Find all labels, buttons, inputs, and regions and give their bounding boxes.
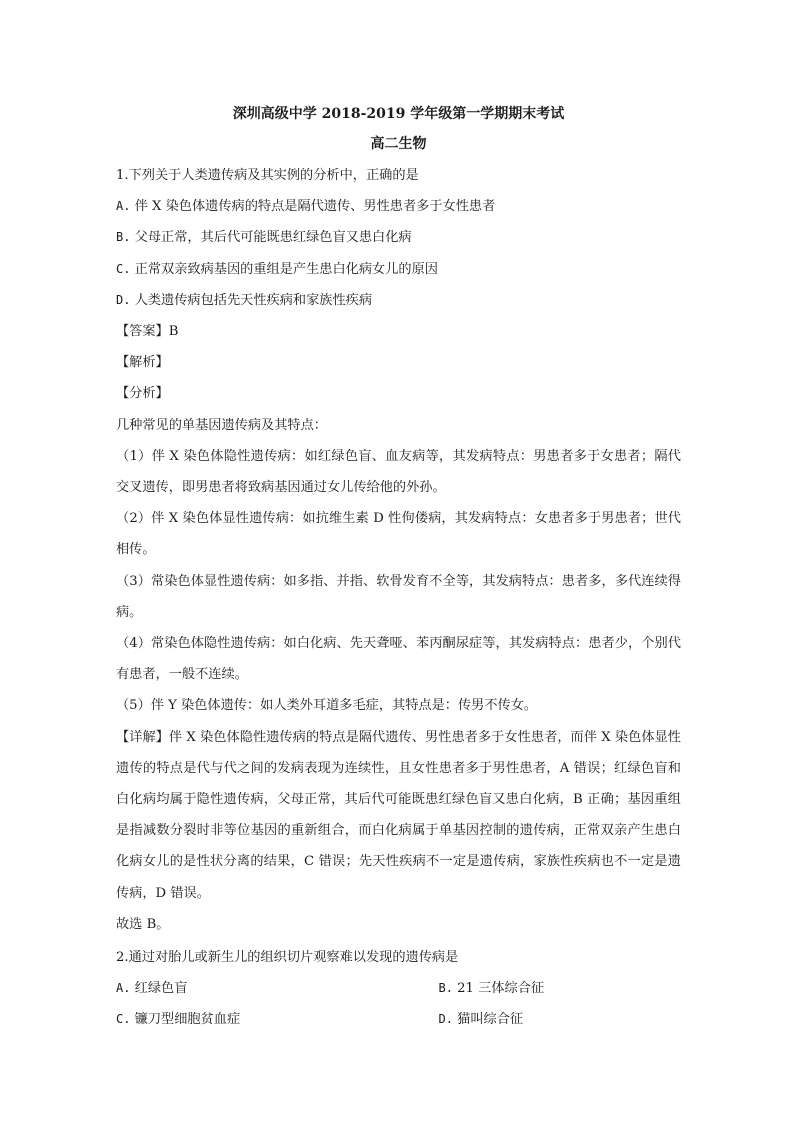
question-1-option-d xyxy=(116,285,681,316)
exam-title: 深圳高级中学 2018-2019 学年级第一学期期末考试 xyxy=(232,106,565,122)
option-text: 人类遗传病包括先天性疾病和家族性疾病 xyxy=(134,292,373,308)
analysis-intro: 几种常见的单基因遗传病及其特点： xyxy=(116,417,327,433)
question-2-options xyxy=(116,973,681,1035)
option-label: B. xyxy=(116,230,131,245)
analysis-point-5: （5）伴 Y 染色体遗传：如人类外耳道多毛症，其特点是：传男不传女。 xyxy=(116,698,538,714)
question-1-stem: 1.下列关于人类遗传病及其实例的分析中，正确的是 xyxy=(116,168,419,183)
option-text: 父母正常，其后代可能既患红绿色盲又患白化病 xyxy=(134,230,412,246)
question-2-option-d xyxy=(399,1004,682,1035)
question-2-option-a xyxy=(116,973,399,1004)
question-1-option-b xyxy=(116,222,681,253)
option-label: D. xyxy=(116,292,131,307)
detailed-explanation: 【详解】伴 X 染色体隐性遗传病的特点是隔代遗传、男性患者多于女性患者，而伴 X 染色体显性遗传的特点是代与代之间的发病表现为连续性，且女性患者多于男性患者，A 错误；红绿色盲和白化病均属于隐性遗传病，父母正常，其后代可能既患红绿色盲又患白化病，B 正确；基因重组是指减数分裂时非等位基因的重新组合，而白化病属于单基因控制的遗传病，正常双亲产生患白化病女儿的是性状分离的结果，C 错误；先天性疾病不一定是遗传病，家族性疾病也不一定是遗传病，D 错误。 xyxy=(116,729,681,901)
option-label: C. xyxy=(116,1012,131,1027)
option-label: C. xyxy=(116,261,131,276)
option-text: 21 三体综合征 xyxy=(457,981,545,997)
question-2-stem: 2.通过对胎儿或新生儿的组织切片观察难以发现的遗传病是 xyxy=(116,950,459,966)
question-1-option-c xyxy=(116,254,681,285)
option-label: D. xyxy=(438,1012,453,1027)
document-page xyxy=(116,96,681,1036)
option-text: 伴 X 染色体遗传病的特点是隔代遗传、男性患者多于女性患者 xyxy=(134,199,496,215)
analysis-point-1: （1）伴 X 染色体隐性遗传病：如红绿色盲、血友病等，其发病特点：男患者多于女患者；隔代交叉遗传，即男患者将致病基因通过女儿传给他的外孙。 xyxy=(116,448,681,496)
option-label: A. xyxy=(116,981,131,996)
exam-subject: 高二生物 xyxy=(370,136,427,152)
option-text: 镰刀型细胞贫血症 xyxy=(134,1012,241,1028)
option-label: B. xyxy=(438,981,453,996)
option-text: 猫叫综合征 xyxy=(457,1012,524,1028)
answer-label: 【答案】B xyxy=(116,324,179,340)
option-label: A. xyxy=(116,199,131,214)
analysis-point-3: （3）常染色体显性遗传病：如多指、并指、软骨发育不全等，其发病特点：患者多，多代连续得病。 xyxy=(116,573,681,620)
option-text: 红绿色盲 xyxy=(134,981,188,997)
conclusion: 故选 B。 xyxy=(116,916,170,932)
question-2-option-c xyxy=(116,1004,399,1035)
question-2-option-b xyxy=(399,973,682,1004)
analysis-point-4: （4）常染色体隐性遗传病：如白化病、先天聋哑、苯丙酮尿症等，其发病特点：患者少，个别代有患者，一般不连续。 xyxy=(116,636,681,683)
analysis-heading: 【解析】 xyxy=(116,355,169,371)
option-text: 正常双亲致病基因的重组是产生患白化病女儿的原因 xyxy=(134,261,438,277)
analysis-point-2: （2）伴 X 染色体显性遗传病：如抗维生素 D 性佝偻病，其发病特点：女患者多于男患者；世代相传。 xyxy=(116,511,681,558)
question-1-option-a xyxy=(116,191,681,222)
analysis-subheading: 【分析】 xyxy=(116,386,169,402)
